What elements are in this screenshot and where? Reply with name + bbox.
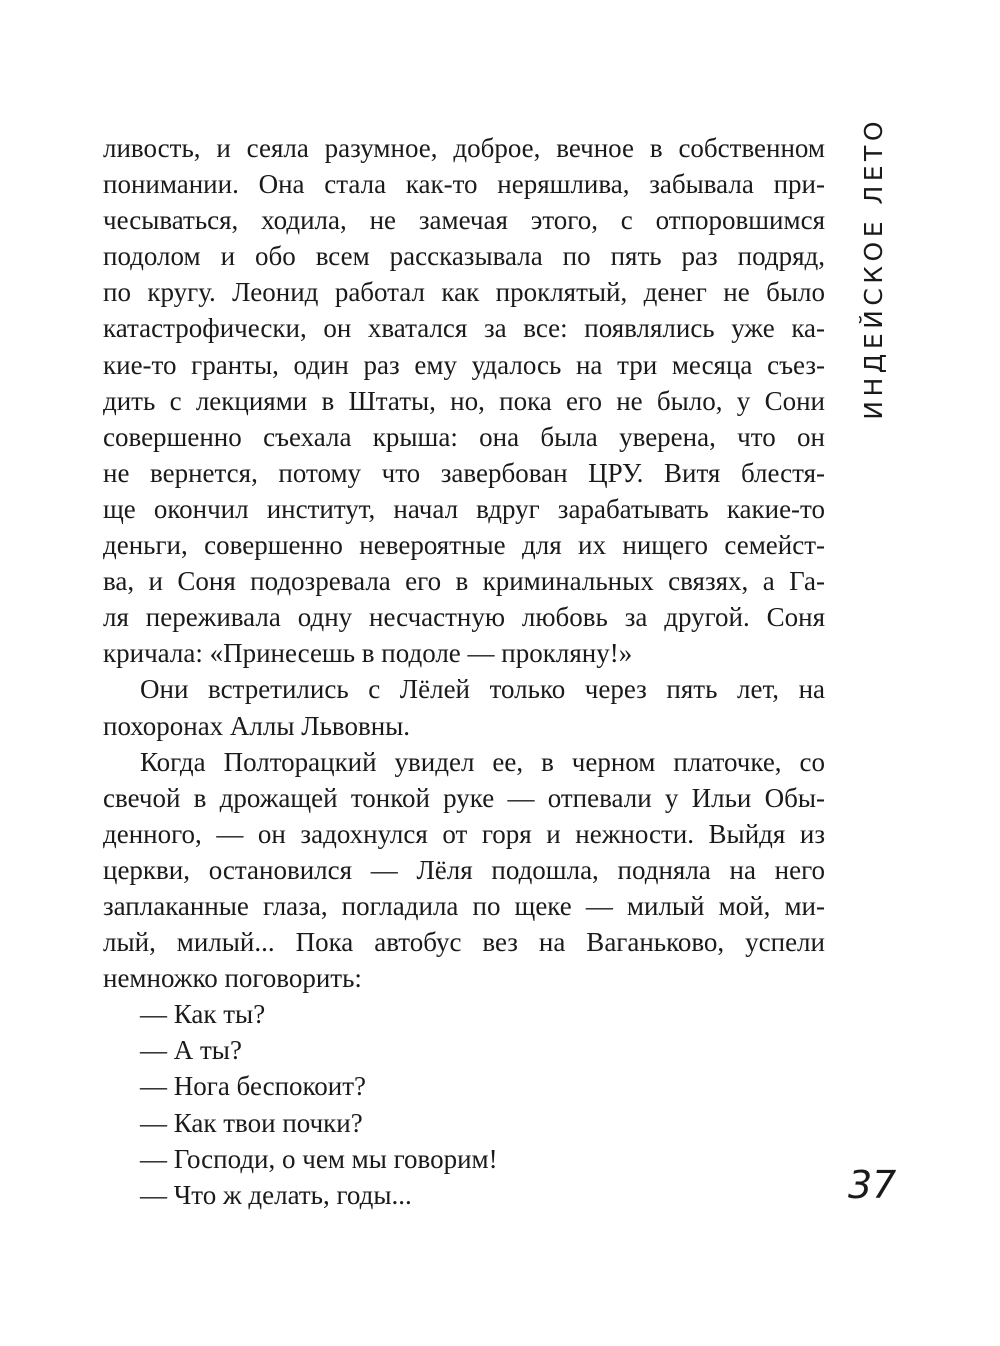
text-line: Они встретились с Лёлей только через пять лет, на	[140, 674, 825, 705]
text-line: ля переживала одну несчастную любовь за другой. Соня	[103, 602, 825, 633]
text-line: совершенно съехала крыша: она была уверена, что он	[103, 421, 825, 452]
dialogue-line: — Как твои почки?	[140, 1107, 363, 1138]
text-line: понимании. Она стала как-то неряшлива, забывала при-	[103, 169, 825, 200]
dialogue-line: — Нога беспокоит?	[140, 1071, 367, 1102]
dialogue-line: — Как ты?	[140, 999, 266, 1030]
text-line: деньги, совершенно невероятные для их нищего семейст-	[103, 530, 825, 561]
dialogue-line: — Что ж делать, годы...	[140, 1179, 412, 1210]
running-title-text: ИНДЕЙСКОЕ ЛЕТО	[858, 116, 888, 420]
text-line: церкви, остановился — Лёля подошла, подняла на него	[103, 854, 825, 885]
text-line: свечой в дрожащей тонкой руке — отпевали у Ильи Обы-	[103, 782, 825, 813]
dialogue-line: — Господи, о чем мы говорим!	[140, 1143, 498, 1174]
running-title	[844, 116, 902, 420]
text-line: не вернется, потому что завербован ЦРУ. Витя блестя-	[103, 457, 825, 488]
text-line: лый, милый... Пока автобус вез на Ваганьково, успели	[103, 927, 825, 958]
text-line: ва, и Соня подозревала его в криминальных связях, а Га-	[103, 566, 825, 597]
page-number: 37	[848, 1163, 897, 1207]
text-line: катастрофически, он хватался за все: появлялись уже ка-	[103, 313, 825, 344]
text-line: ще окончил институт, начал вдруг зарабатывать какие-то	[103, 493, 825, 524]
text-line: немножко поговорить:	[103, 963, 362, 994]
body-text	[103, 130, 825, 1213]
text-line: кие-то гранты, один раз ему удалось на три месяца съез-	[103, 349, 825, 380]
text-line: денного, — он задохнулся от горя и нежности. Выйдя из	[103, 818, 825, 849]
text-line: подолом и обо всем рассказывала по пять раз подряд,	[103, 241, 825, 272]
text-line: заплаканные глаза, погладила по щеке — милый мой, ми-	[103, 890, 825, 921]
text-line: кричала: «Принесешь в подоле — прокляну!»	[103, 638, 633, 669]
dialogue-line: — А ты?	[140, 1035, 242, 1066]
text-line: чесываться, ходила, не замечая этого, с отпоровшимся	[103, 205, 825, 236]
text-line: по кругу. Леонид работал как проклятый, денег не было	[103, 277, 825, 308]
text-line: похоронах Аллы Львовны.	[103, 710, 411, 741]
text-line: Когда Полторацкий увидел ее, в черном платочке, со	[140, 746, 825, 777]
text-line: ливость, и сеяла разумное, доброе, вечное в собственном	[103, 133, 825, 163]
text-line: дить с лекциями в Штаты, но, пока его не было, у Сони	[103, 385, 825, 416]
